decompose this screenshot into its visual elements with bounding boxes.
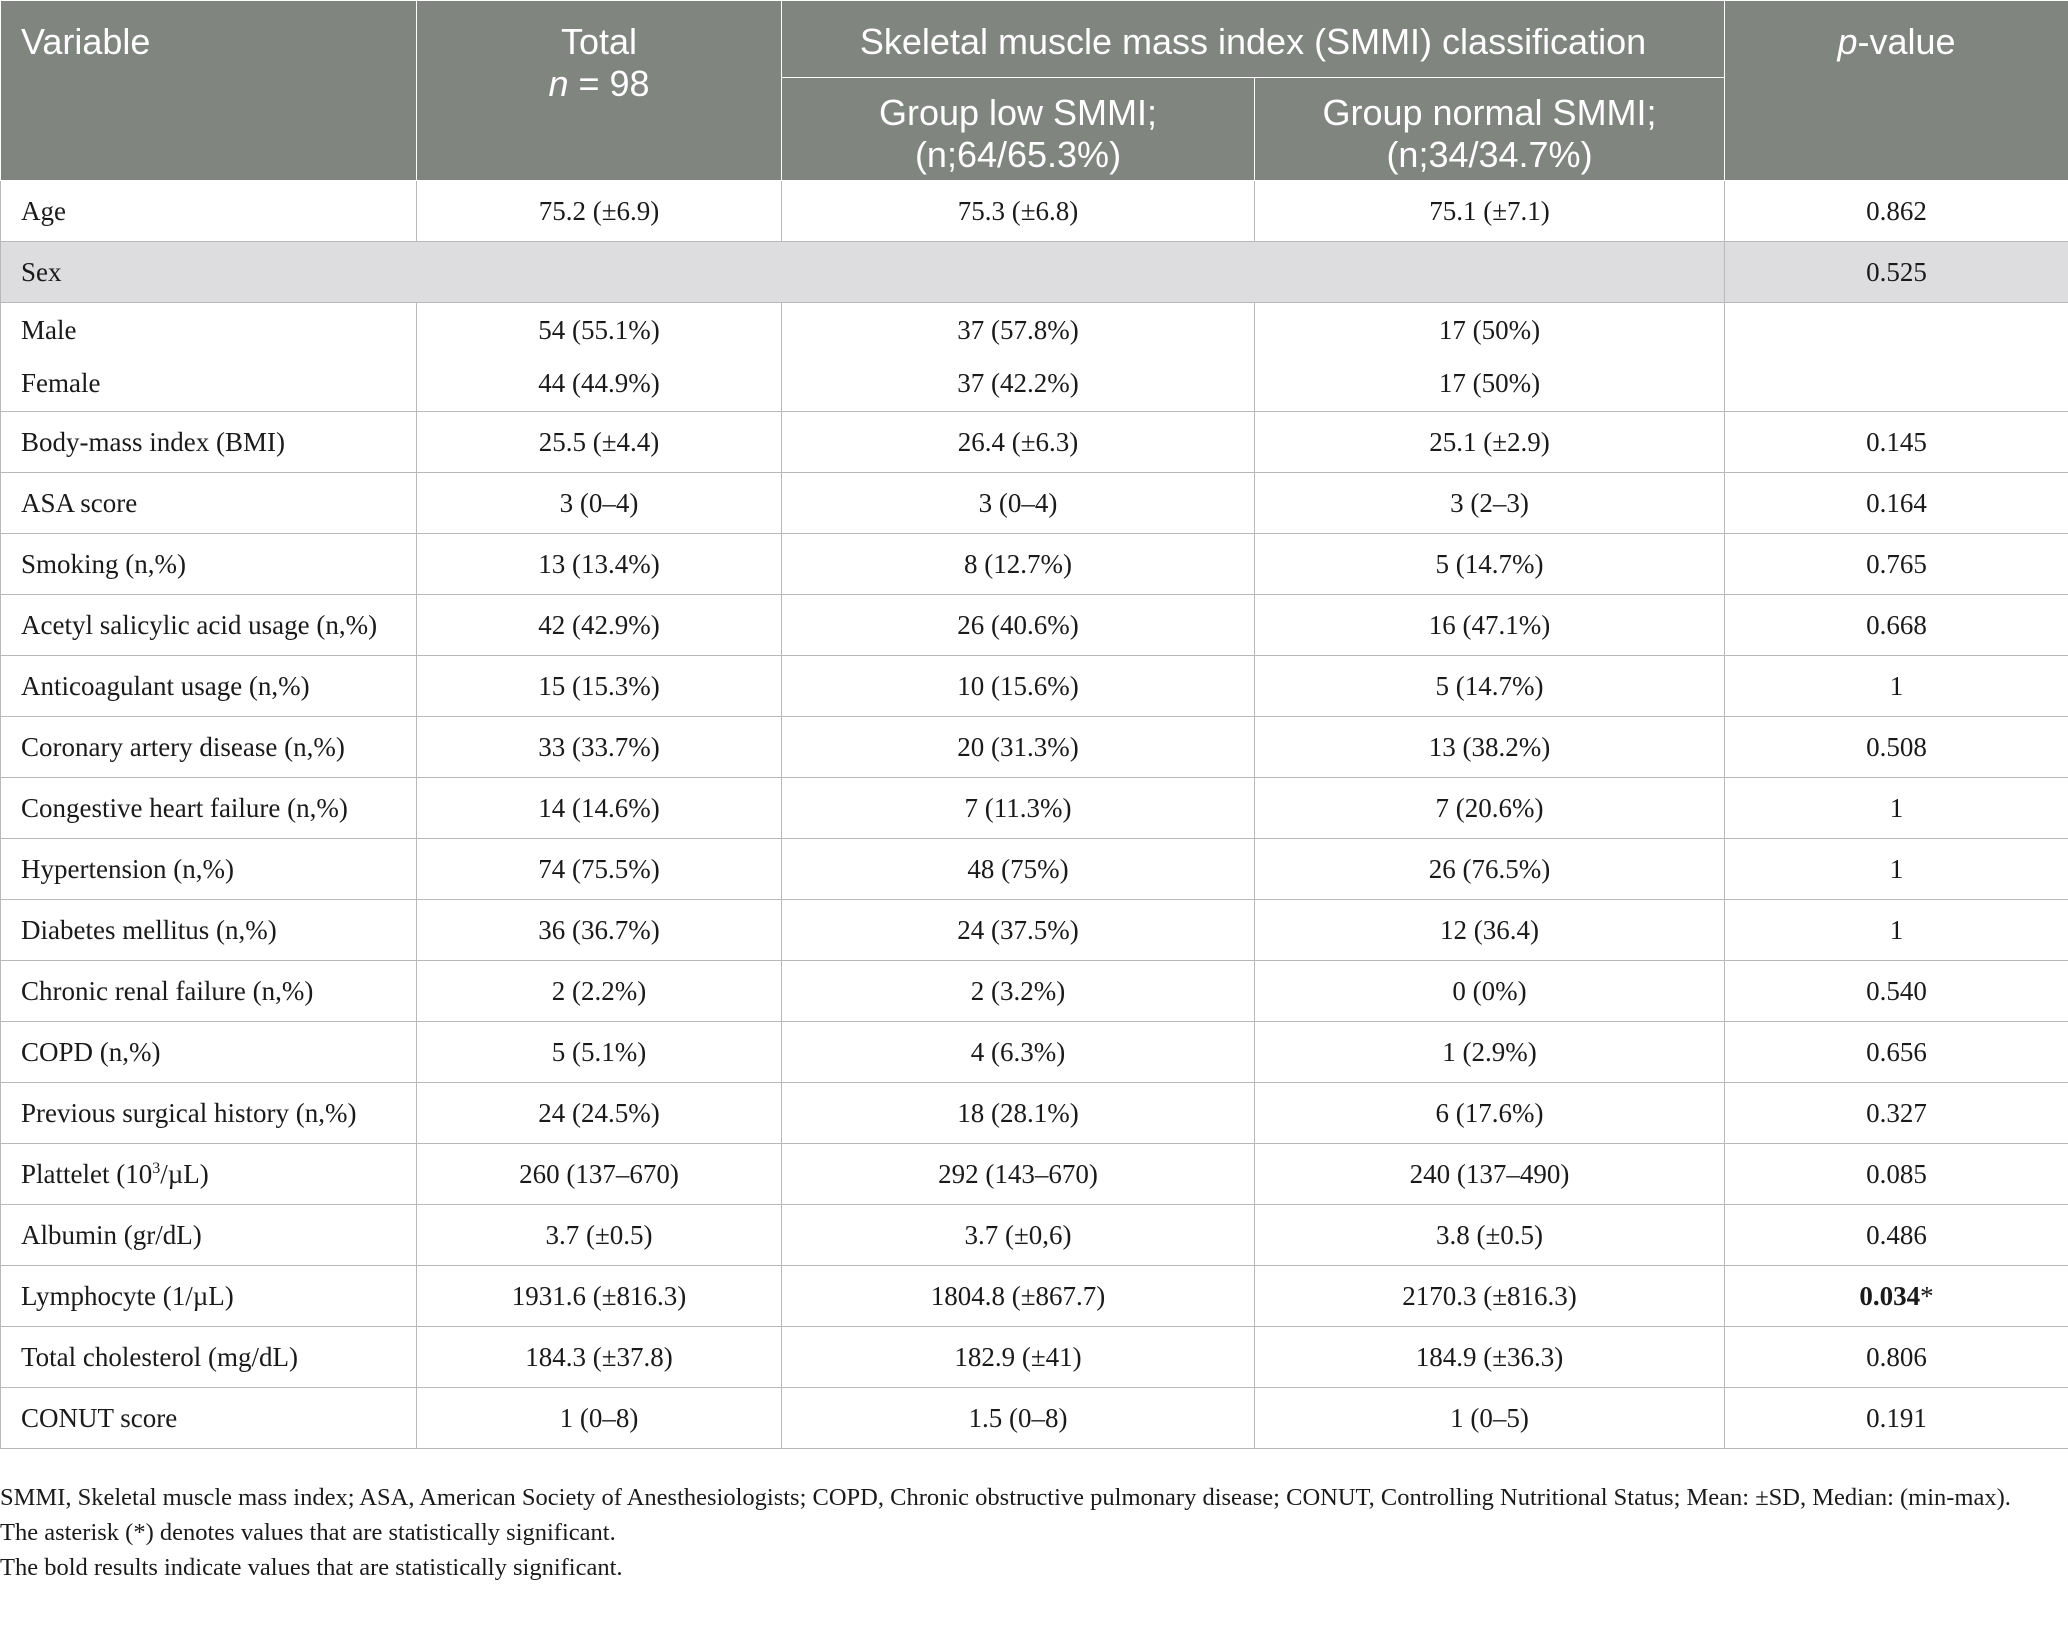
header-group-normal-smmi <box>1255 78 1725 181</box>
table-row-sex <box>1 242 2068 303</box>
table-header <box>1 1 2068 181</box>
cell-low-smmi <box>782 303 1255 412</box>
cell-normal-smmi <box>1255 303 1725 412</box>
cell-normal-smmi: 3 (2–3) <box>1255 473 1725 534</box>
header-group-low-smmi <box>782 78 1255 181</box>
cell-total: 2 (2.2%) <box>417 961 782 1022</box>
cell-normal-smmi: 3.8 (±0.5) <box>1255 1205 1725 1266</box>
cell-normal-smmi: 13 (38.2%) <box>1255 717 1725 778</box>
cell-low-smmi: 8 (12.7%) <box>782 534 1255 595</box>
row-label-male: Male <box>21 315 77 345</box>
row-label: Lymphocyte (1/µL) <box>1 1266 417 1327</box>
table-row-previous-surgical-history <box>1 1083 2068 1144</box>
cell-low-smmi: 26.4 (±6.3) <box>782 412 1255 473</box>
table-row-acetyl-salicylic-acid <box>1 595 2068 656</box>
table-row-sex-breakdown <box>1 303 2068 412</box>
row-label: Smoking (n,%) <box>1 534 417 595</box>
cell-low-smmi: 2 (3.2%) <box>782 961 1255 1022</box>
table-footnotes <box>0 1480 2068 1585</box>
cell-p-value: 0.327 <box>1725 1083 2068 1144</box>
header-p-symbol: p <box>1837 21 1858 62</box>
row-label: ASA score <box>1 473 417 534</box>
table-row-conut-score <box>1 1388 2068 1449</box>
cell-normal-smmi: 75.1 (±7.1) <box>1255 181 1725 242</box>
row-label: Anticoagulant usage (n,%) <box>1 656 417 717</box>
row-label: COPD (n,%) <box>1 1022 417 1083</box>
table-row-smoking <box>1 534 2068 595</box>
cell-total: 3.7 (±0.5) <box>417 1205 782 1266</box>
cell-normal-smmi: 12 (36.4) <box>1255 900 1725 961</box>
cell-p-value: 0.486 <box>1725 1205 2068 1266</box>
row-label: Sex <box>1 242 1725 303</box>
row-label: Acetyl salicylic acid usage (n,%) <box>1 595 417 656</box>
footnote-abbreviations: SMMI, Skeletal muscle mass index; ASA, American Society of Anesthesiologists; COPD, Chronic obstructive pulmonary disease; CONUT, Controlling Nutritional Status; Mean: ±SD, Median: (min-max). <box>0 1484 2011 1511</box>
cell-low-smmi: 182.9 (±41) <box>782 1327 1255 1388</box>
row-label: Body-mass index (BMI) <box>1 412 417 473</box>
cell-normal-male: 17 (50%) <box>1438 315 1541 345</box>
cell-normal-smmi: 16 (47.1%) <box>1255 595 1725 656</box>
cell-low-smmi: 3 (0–4) <box>782 473 1255 534</box>
header-low-line1: Group low SMMI; <box>878 92 1158 133</box>
header-normal-line1: Group normal SMMI; <box>1322 92 1657 133</box>
cell-low-female: 37 (42.2%) <box>957 368 1079 398</box>
row-label: Previous surgical history (n,%) <box>1 1083 417 1144</box>
row-label: Diabetes mellitus (n,%) <box>1 900 417 961</box>
cell-p-value: 0.668 <box>1725 595 2068 656</box>
footnote-bold: The bold results indicate values that are statistically significant. <box>0 1554 623 1581</box>
cell-total-female: 44 (44.9%) <box>538 368 660 398</box>
cell-normal-smmi: 240 (137–490) <box>1255 1144 1725 1205</box>
cell-low-smmi: 24 (37.5%) <box>782 900 1255 961</box>
cell-p-value: 0.806 <box>1725 1327 2068 1388</box>
footnote-asterisk: The asterisk (*) denotes values that are statistically significant. <box>0 1519 616 1546</box>
cell-total: 14 (14.6%) <box>417 778 782 839</box>
table-row-platelet <box>1 1144 2068 1205</box>
cell-normal-smmi: 6 (17.6%) <box>1255 1083 1725 1144</box>
table-row-bmi <box>1 412 2068 473</box>
table-row-hypertension <box>1 839 2068 900</box>
row-label-female: Female <box>21 368 101 398</box>
cell-normal-smmi: 26 (76.5%) <box>1255 839 1725 900</box>
cell-total: 13 (13.4%) <box>417 534 782 595</box>
row-label: Total cholesterol (mg/dL) <box>1 1327 417 1388</box>
table-row-total-cholesterol <box>1 1327 2068 1388</box>
cell-normal-smmi: 7 (20.6%) <box>1255 778 1725 839</box>
cell-total: 36 (36.7%) <box>417 900 782 961</box>
cell-total: 15 (15.3%) <box>417 656 782 717</box>
row-label: Coronary artery disease (n,%) <box>1 717 417 778</box>
row-label: CONUT score <box>1 1388 417 1449</box>
header-total-label: Total <box>560 21 638 62</box>
cell-p-value: 0.085 <box>1725 1144 2068 1205</box>
row-label: Congestive heart failure (n,%) <box>1 778 417 839</box>
cell-total: 24 (24.5%) <box>417 1083 782 1144</box>
table-row-asa-score <box>1 473 2068 534</box>
header-total-n <box>417 63 781 105</box>
cell-total: 1 (0–8) <box>417 1388 782 1449</box>
header-total-n-value: = 98 <box>568 63 650 104</box>
cell-normal-smmi: 2170.3 (±816.3) <box>1255 1266 1725 1327</box>
header-normal-line2: (n;34/34.7%) <box>1386 134 1593 175</box>
significant-p-value: 0.034 <box>1859 1280 1921 1311</box>
cell-low-smmi: 7 (11.3%) <box>782 778 1255 839</box>
cell-total: 260 (137–670) <box>417 1144 782 1205</box>
table-row-congestive-heart-failure <box>1 778 2068 839</box>
cell-normal-smmi: 1 (2.9%) <box>1255 1022 1725 1083</box>
cell-p-value: 1 <box>1725 656 2068 717</box>
header-smmi-classification-text: Skeletal muscle mass index (SMMI) classification <box>859 21 1647 62</box>
table-body <box>1 181 2068 1449</box>
cell-low-smmi: 4 (6.3%) <box>782 1022 1255 1083</box>
table-row-coronary-artery-disease <box>1 717 2068 778</box>
cell-normal-smmi: 5 (14.7%) <box>1255 534 1725 595</box>
header-total-n-symbol: n <box>548 63 569 104</box>
row-label: Age <box>1 181 417 242</box>
header-p-rest: -value <box>1857 21 1956 62</box>
table-row-albumin <box>1 1205 2068 1266</box>
cell-p-value: 0.508 <box>1725 717 2068 778</box>
cell-normal-smmi: 1 (0–5) <box>1255 1388 1725 1449</box>
cell-low-smmi: 26 (40.6%) <box>782 595 1255 656</box>
cell-p-value: 0.145 <box>1725 412 2068 473</box>
cell-p-value: 0.540 <box>1725 961 2068 1022</box>
table-row-age <box>1 181 2068 242</box>
header-low-line2: (n;64/65.3%) <box>914 134 1122 175</box>
cell-p-value: 0.862 <box>1725 181 2068 242</box>
row-label-superscript: 3 <box>152 1159 161 1177</box>
table-row-diabetes-mellitus <box>1 900 2068 961</box>
cell-p-value: 0.656 <box>1725 1022 2068 1083</box>
cell-p-value: 1 <box>1725 839 2068 900</box>
cell-normal-female: 17 (50%) <box>1438 368 1541 398</box>
cell-normal-smmi: 5 (14.7%) <box>1255 656 1725 717</box>
row-label-text: Plattelet (10 <box>21 1158 153 1189</box>
header-total <box>417 1 782 181</box>
row-label: Hypertension (n,%) <box>1 839 417 900</box>
cell-total: 33 (33.7%) <box>417 717 782 778</box>
cell-total: 75.2 (±6.9) <box>417 181 782 242</box>
cell-total: 5 (5.1%) <box>417 1022 782 1083</box>
cell-p-value: 0.191 <box>1725 1388 2068 1449</box>
cell-low-smmi: 18 (28.1%) <box>782 1083 1255 1144</box>
cell-low-smmi: 48 (75%) <box>782 839 1255 900</box>
header-p-value <box>1725 1 2068 181</box>
cell-p-value: 0.164 <box>1725 473 2068 534</box>
cell-low-smmi: 10 (15.6%) <box>782 656 1255 717</box>
row-label-unit: /µL) <box>160 1158 209 1189</box>
cell-p-value: 1 <box>1725 778 2068 839</box>
cell-low-male: 37 (57.8%) <box>957 315 1079 345</box>
cell-p-value <box>1725 1266 2068 1327</box>
header-variable <box>1 1 417 181</box>
cell-p-value: 0.525 <box>1725 242 2068 303</box>
cell-low-smmi: 1.5 (0–8) <box>782 1388 1255 1449</box>
cell-low-smmi: 75.3 (±6.8) <box>782 181 1255 242</box>
row-label: Albumin (gr/dL) <box>1 1205 417 1266</box>
cell-normal-smmi: 25.1 (±2.9) <box>1255 412 1725 473</box>
cell-p-value-empty <box>1725 303 2068 412</box>
cell-low-smmi: 3.7 (±0,6) <box>782 1205 1255 1266</box>
cell-normal-smmi: 0 (0%) <box>1255 961 1725 1022</box>
table-row-anticoagulant <box>1 656 2068 717</box>
cell-total: 42 (42.9%) <box>417 595 782 656</box>
header-smmi-classification <box>782 1 1725 78</box>
cell-total-male: 54 (55.1%) <box>538 315 660 345</box>
cell-total: 74 (75.5%) <box>417 839 782 900</box>
cell-low-smmi: 1804.8 (±867.7) <box>782 1266 1255 1327</box>
cell-total: 3 (0–4) <box>417 473 782 534</box>
row-label: Chronic renal failure (n,%) <box>1 961 417 1022</box>
cell-p-value: 1 <box>1725 900 2068 961</box>
table-row-chronic-renal-failure <box>1 961 2068 1022</box>
row-label <box>1 1144 417 1205</box>
cell-total: 1931.6 (±816.3) <box>417 1266 782 1327</box>
cell-p-value: 0.765 <box>1725 534 2068 595</box>
cell-total: 25.5 (±4.4) <box>417 412 782 473</box>
significance-asterisk: * <box>1920 1280 1934 1311</box>
table-row-lymphocyte <box>1 1266 2068 1327</box>
cell-low-smmi: 292 (143–670) <box>782 1144 1255 1205</box>
header-variable-text: Variable <box>21 21 151 62</box>
table-row-copd <box>1 1022 2068 1083</box>
cell-low-smmi: 20 (31.3%) <box>782 717 1255 778</box>
cell-normal-smmi: 184.9 (±36.3) <box>1255 1327 1725 1388</box>
cell-total: 184.3 (±37.8) <box>417 1327 782 1388</box>
row-label-male-female <box>1 303 417 412</box>
cell-total <box>417 303 782 412</box>
